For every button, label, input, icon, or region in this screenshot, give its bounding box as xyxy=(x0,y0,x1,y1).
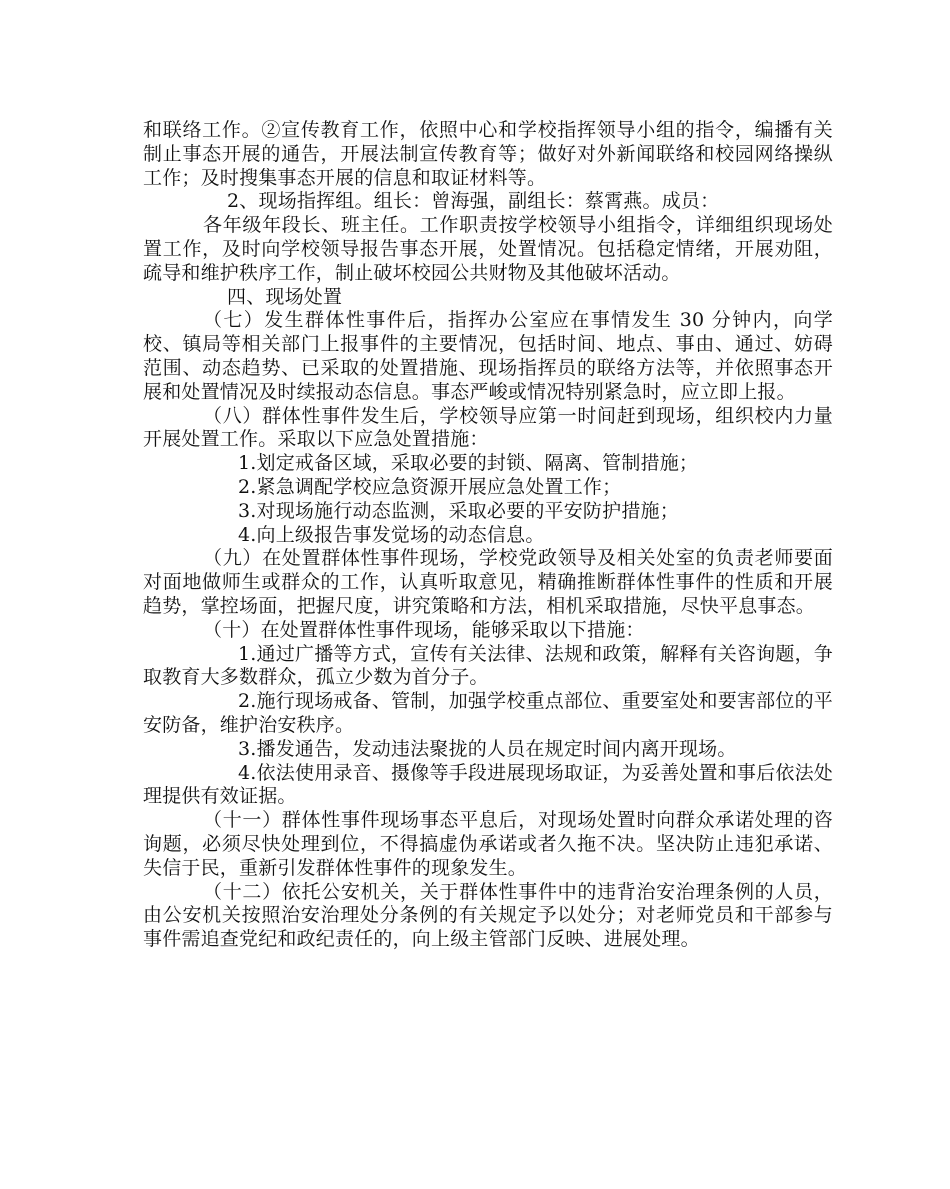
list-item-8-3: 3.对现场施行动态监测，采取必要的平安防护措施； xyxy=(238,499,679,522)
paragraph-clause-12: （十二）依托公安机关，关于群体性事件中的违背治安治理条例的人员，由公安机关按照治安治理处分条例的有关规定予以处分；对老师党员和干部参与事件需追查党纪和政纪责任的，向上级主管部门反映、进展处理。 xyxy=(143,880,833,951)
paragraph-clause-9: （九）在处置群体性事件现场，学校党政领导及相关处室的负责老师要面对面地做师生或群众的工作，认真听取意见，精确推断群体性事件的性质和开展趋势，掌控场面，把握尺度，讲究策略和方法，相机采取措施，尽快平息事态。 xyxy=(143,547,833,617)
list-item-10-2: 2.施行现场戒备、管制，加强学校重点部位、重要室处和要害部位的平安防备，维护治安秩序。 xyxy=(143,690,833,736)
list-item-10-4: 4.依法使用录音、摄像等手段进展现场取证，为妥善处置和事后依法处理提供有效证据。 xyxy=(143,761,833,808)
paragraph-clause-8: （八）群体性事件发生后，学校领导应第一时间赶到现场，组织校内力量开展处置工作。采取以下应急处置措施： xyxy=(143,404,833,451)
document-page xyxy=(143,119,833,952)
paragraph-contact-work: 和联络工作。②宣传教育工作，依照中心和学校指挥领导小组的指令，编播有关制止事态开展的通告，开展法制宣传教育等；做好对外新闻联络和校园网络操纵工作；及时搜集事态开展的信息和取证材料等。 xyxy=(143,119,833,189)
paragraph-command-group-duties: 各年级年段长、班主任。工作职责按学校领导小组指令，详细组织现场处置工作，及时向学校领导报告事态开展，处置情况。包括稳定情绪，开展劝阻，疏导和维护秩序工作，制止破坏校园公共财物及其他破坏活动。 xyxy=(143,214,833,284)
list-item-8-2: 2.紧急调配学校应急资源开展应急处置工作； xyxy=(238,475,622,498)
list-item-10-1: 1.通过广播等方式，宣传有关法律、法规和政策，解释有关咨询题，争取教育大多数群众，孤立少数为首分子。 xyxy=(143,642,833,689)
paragraph-clause-11: （十一）群体性事件现场事态平息后，对现场处置时向群众承诺处理的咨询题，必须尽快处理到位，不得搞虚伪承诺或者久拖不决。坚决防止违犯承诺、失信于民，重新引发群体性事件的现象发生。 xyxy=(143,809,833,879)
list-item-10-3: 3.播发通告，发动违法聚拢的人员在规定时间内离开现场。 xyxy=(238,737,737,760)
list-item-8-1: 1.划定戒备区域，采取必要的封锁、隔离、管制措施； xyxy=(238,452,699,475)
paragraph-clause-7: （七）发生群体性事件后，指挥办公室应在事情发生 30 分钟内，向学校、镇局等相关部门上报事件的主要情况，包括时间、地点、事由、通过、妨碍范围、动态趋势、已采取的处置措施、现场指挥员的联络方法等，并依照事态开展和处置情况及时续报动态信息。事态严峻或情况特别紧急时，应立即上报。 xyxy=(143,309,833,403)
section-heading-onsite-handling: 四、现场处置 xyxy=(227,285,343,308)
list-item-8-4: 4.向上级报告事发觉场的动态信息。 xyxy=(238,523,545,546)
paragraph-clause-10: （十）在处置群体性事件现场，能够采取以下措施： xyxy=(203,618,645,641)
paragraph-command-group: 2、现场指挥组。组长：曾海强，副组长：蔡霄燕。成员： xyxy=(227,190,720,213)
